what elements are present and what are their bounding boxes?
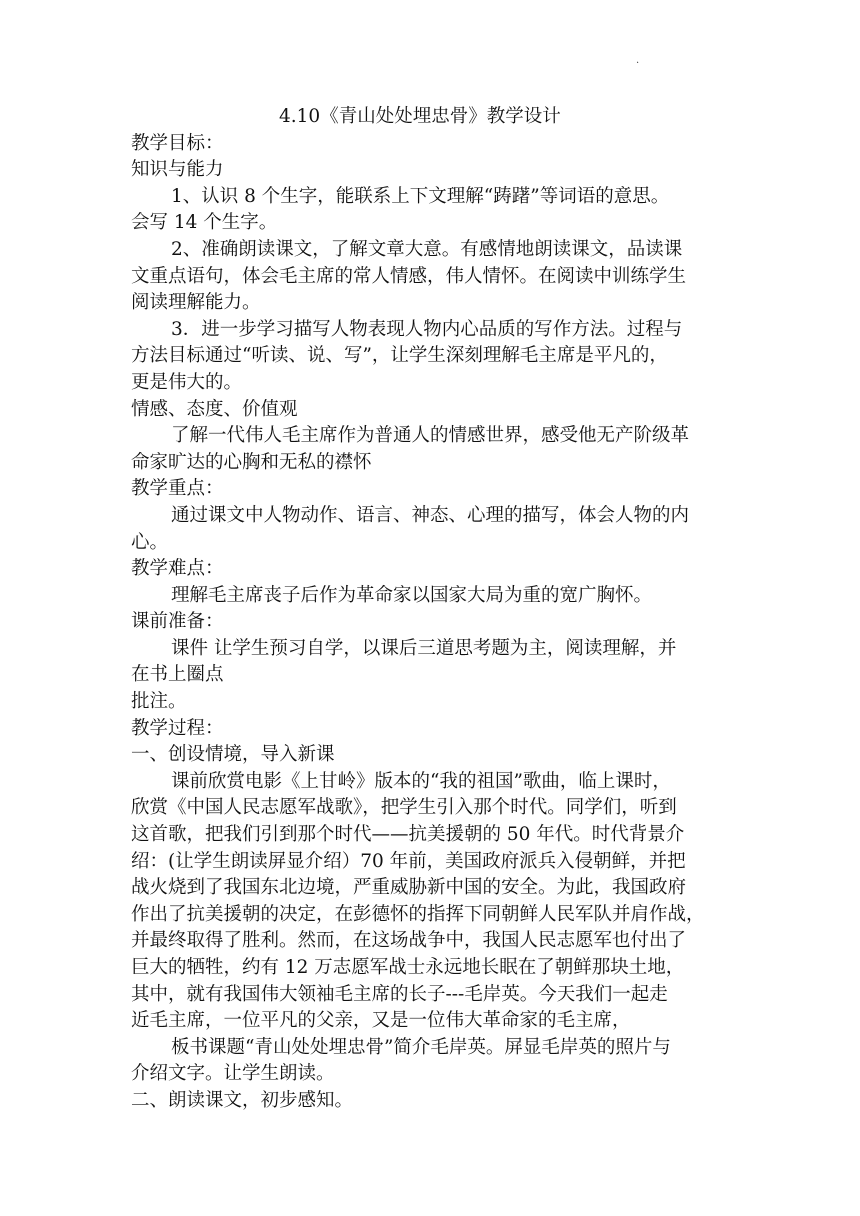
paragraph-line: 阅读理解能力。: [131, 292, 261, 314]
paragraph-line: 作出了抗美援朝的决定，在彭德怀的指挥下同朝鲜人民军队并肩作战，: [131, 903, 705, 925]
paragraph-line: 理解毛主席丧子后作为革命家以国家大局为重的宽广胸怀。: [171, 584, 653, 606]
paragraph-line: 文重点语句，体会毛主席的常人情感，伟人情怀。在阅读中训练学生: [131, 265, 687, 287]
paragraph-line: 方法目标通过“听读、说、写”，让学生深刻理解毛主席是平凡的，: [131, 345, 668, 367]
section-heading-preparation: 课前准备：: [131, 611, 224, 633]
paragraph-line: 近毛主席，一位平凡的父亲，又是一位伟大革命家的毛主席，: [131, 1010, 631, 1032]
paragraph-line: 1、认识 8 个生字，能联系上下文理解“踌躇”等词语的意思。: [171, 185, 670, 207]
section-heading-difficulties: 教学难点：: [131, 558, 224, 580]
paragraph-line: 欣赏《中国人民志愿军战歌》，把学生引入那个时代。同学们，听到: [131, 797, 677, 819]
paragraph-line: 通过课文中人物动作、语言、神态、心理的描写，体会人物的内: [171, 504, 690, 526]
paragraph-line: 绍：(让学生朗读屏显介绍）70 年前，美国政府派兵入侵朝鲜，并把: [131, 850, 686, 872]
paragraph-line: 批注。: [131, 691, 187, 713]
subheading-knowledge-ability: 知识与能力: [131, 159, 224, 181]
paragraph-line: 3．进一步学习描写人物表现人物内心品质的写作方法。过程与: [171, 318, 683, 340]
document-body: [131, 104, 741, 1115]
paragraph-line: 其中，就有我国伟大领袖毛主席的长子---毛岸英。今天我们一起走: [131, 983, 668, 1005]
subheading-emotion-values: 情感、态度、价值观: [131, 398, 298, 420]
paragraph-line: 课件 让学生预习自学，以课后三道思考题为主，阅读理解，并: [171, 637, 677, 659]
section-heading-key-points: 教学重点：: [131, 478, 224, 500]
paragraph-line: 命家旷达的心胸和无私的襟怀: [131, 451, 372, 473]
paragraph-line: 并最终取得了胜利。然而，在这场战争中，我国人民志愿军也付出了: [131, 930, 687, 952]
paragraph-line: 战火烧到了我国东北边境，严重威胁新中国的安全。为此，我国政府: [131, 877, 687, 899]
paragraph-line: 课前欣赏电影《上甘岭》版本的“我的祖国”歌曲，临上课时，: [171, 770, 671, 792]
paragraph-line: 板书课题“青山处处埋忠骨”简介毛岸英。屏显毛岸英的照片与: [171, 1036, 671, 1058]
paragraph-line: 介绍文字。让学生朗读。: [131, 1063, 335, 1085]
corner-mark: .: [636, 55, 640, 66]
paragraph-line: 在书上圈点: [131, 664, 224, 686]
paragraph-line: 巨大的牺牲，约有 12 万志愿军战士永远地长眠在了朝鲜那块土地，: [131, 957, 685, 978]
paragraph-line: 心。: [131, 531, 169, 553]
section-heading-process: 教学过程：: [131, 717, 224, 739]
paragraph-line: 会写 14 个生字。: [131, 212, 278, 234]
subheading-step-one: 一、创设情境，导入新课: [131, 744, 335, 766]
paragraph-line: 更是伟大的。: [131, 371, 243, 393]
paragraph-line: 了解一代伟人毛主席作为普通人的情感世界，感受他无产阶级革: [171, 425, 690, 447]
document-title: 4.10《青山处处埋忠骨》教学设计: [279, 106, 561, 127]
paragraph-line: 这首歌，把我们引到那个时代——抗美援朝的 50 年代。时代背景介: [131, 824, 685, 846]
paragraph-line: 2、准确朗读课文，了解文章大意。有感情地朗读课文，品读课: [171, 238, 683, 260]
subheading-step-two: 二、朗读课文，初步感知。: [131, 1089, 354, 1111]
section-heading-objectives: 教学目标：: [131, 132, 224, 154]
